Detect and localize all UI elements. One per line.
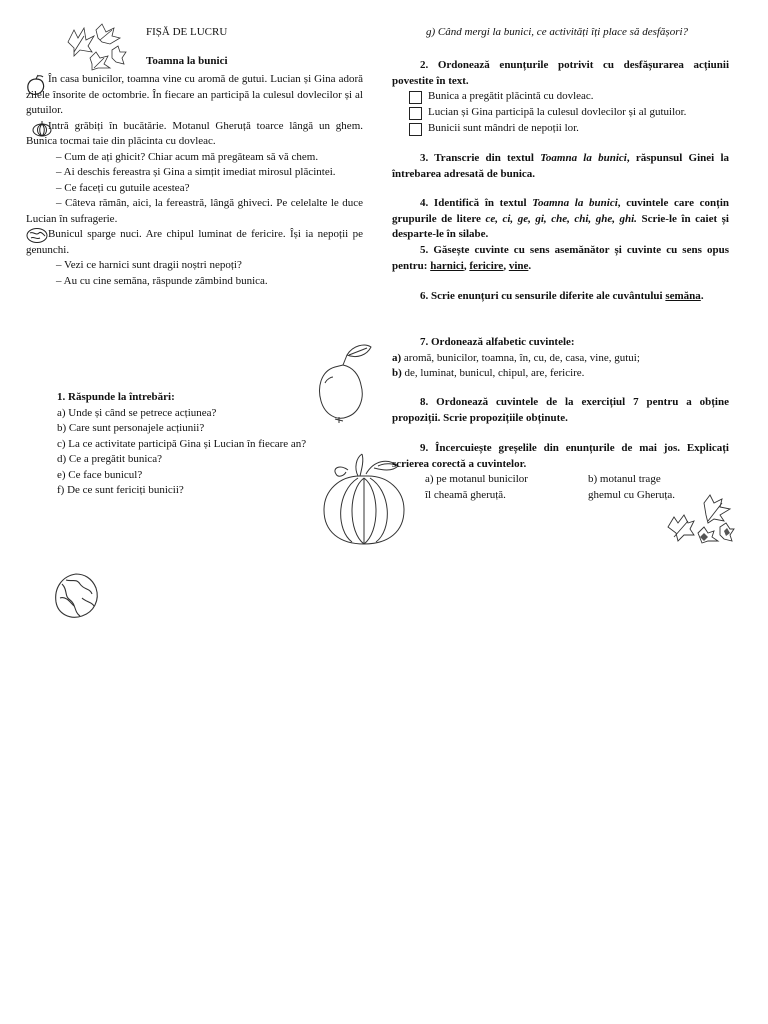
quince-icon [26, 74, 46, 96]
exercise-8: 8. Ordonează cuvintele de la exercițiul 7 pentru a obține propoziții. Scrie propozițiile obținute. [392, 396, 729, 424]
question-e: e) Ce face bunicul? [57, 468, 143, 481]
dialogue-line-3: – Ce faceți cu gutuile acestea? [56, 181, 190, 194]
checkbox[interactable] [409, 123, 422, 136]
autumn-leaves-illustration [62, 22, 130, 72]
exercise-9-b-line-1: b) motanul trage [588, 473, 661, 485]
exercise-9-a-line-2: îl cheamă gheruță. [425, 489, 506, 501]
story-paragraph-2: Intră grăbiți în bucătărie. Motanul Gheruță toarce lângă un ghem. Bunica tocmai taie din plăcinta cu dovleac. [26, 119, 363, 147]
checkbox[interactable] [409, 107, 422, 120]
exercise-7-title: 7. Ordonează alfabetic cuvintele: [420, 336, 575, 348]
exercise-7-list-b: b) de, luminat, bunicul, chipul, are, fericire. [392, 367, 585, 379]
exercise-7-list-a: a) aromă, bunicilor, toamna, în, cu, de, casa, vine, gutui; [392, 351, 640, 364]
story-title: Toamna la bunici [146, 55, 228, 67]
pumpkin-icon [32, 120, 52, 137]
story-paragraph-3: Bunicul sparge nuci. Are chipul luminat de fericire. Își ia nepoții pe genunchi. [26, 228, 363, 256]
exercise-5: 5. Găsește cuvinte cu sens asemănător și cuvinte cu sens opus pentru: harnici, fericire, vine. [392, 244, 729, 272]
exercise-3: 3. Transcrie din textul Toamna la bunici, răspunsul Ginei la întrebarea adresată de bunica. [392, 152, 730, 180]
exercise-4: 4. Identifică în textul Toamna la bunici, cuvintele care conțin grupurile de litere ce, ci, ge, gi, che, chi, ghe, ghi. Scrie-le în caiet și desparte-le în silabe. [392, 197, 729, 240]
autumn-leaves-illustration [664, 493, 736, 545]
dialogue-line-4: – Câteva rămân, aici, la fereastră, lângă ghiveci. Pe celelalte le duce Lucian în sufragerie. [26, 197, 363, 225]
exercise-9-a-line-1: a) pe motanul bunicilor [425, 473, 528, 485]
story-text [26, 72, 363, 289]
question-d: d) Ce a pregătit bunica? [57, 453, 163, 465]
exercise-2-item-2: Lucian și Gina participă la culesul dovlecilor și al gutuilor. [409, 105, 729, 121]
walnut-icon [26, 227, 48, 244]
exercise-9-b-line-2: ghemul cu Gheruța. [588, 489, 676, 501]
exercise-9-title: 9. Încercuiește greșelile din enunțurile de mai jos. Explicați scrierea corectă a cuvintelor. [392, 442, 729, 470]
exercise-2-item-3: Bunicii sunt mândri de nepoții lor. [409, 121, 729, 137]
question-g: g) Când mergi la bunici, ce activități îți place să desfășori? [426, 26, 689, 38]
exercise-6: 6. Scrie enunțuri cu sensurile diferite ale cuvântului semăna. [420, 290, 704, 302]
question-a: a) Unde și când se petrece acțiunea? [57, 406, 217, 419]
dialogue-line-1: – Cum de ați ghicit? Chiar acum mă pregăteam să vă chem. [56, 150, 319, 163]
dialogue-line-2: – Ai deschis fereastra și Gina a simțit imediat mirosul plăcintei. [56, 166, 336, 178]
exercise-1-title: 1. Răspunde la întrebări: [57, 391, 175, 403]
exercise-2 [392, 58, 729, 137]
walnut-illustration [52, 572, 100, 620]
exercise-1 [57, 390, 357, 499]
exercise-7 [392, 335, 729, 382]
question-f: f) De ce sunt fericiți bunicii? [57, 484, 184, 496]
dialogue-line-6: – Au cu cine semăna, răspunde zâmbind bunica. [56, 274, 268, 287]
checkbox[interactable] [409, 91, 422, 104]
question-b: b) Care sunt personajele acțiunii? [57, 422, 205, 434]
question-c: c) La ce activitate participă Gina și Lucian în fiecare an? [57, 437, 307, 450]
exercise-2-item-1: Bunica a pregătit plăcintă cu dovleac. [409, 89, 729, 105]
worksheet-title: FIȘĂ DE LUCRU [146, 26, 228, 38]
dialogue-line-5: – Vezi ce harnici sunt dragii noștri nepoți? [56, 259, 242, 271]
story-paragraph-1: În casa bunicilor, toamna vine cu aromă de gutui. Lucian și Gina adoră zilele însorite de octombrie. În fiecare an participă la culesul dovlecilor și al gutuilor. [26, 73, 363, 116]
exercise-2-title: 2. Ordonează enunțurile potrivit cu desfășurarea acțiunii povestite în text. [392, 59, 729, 87]
